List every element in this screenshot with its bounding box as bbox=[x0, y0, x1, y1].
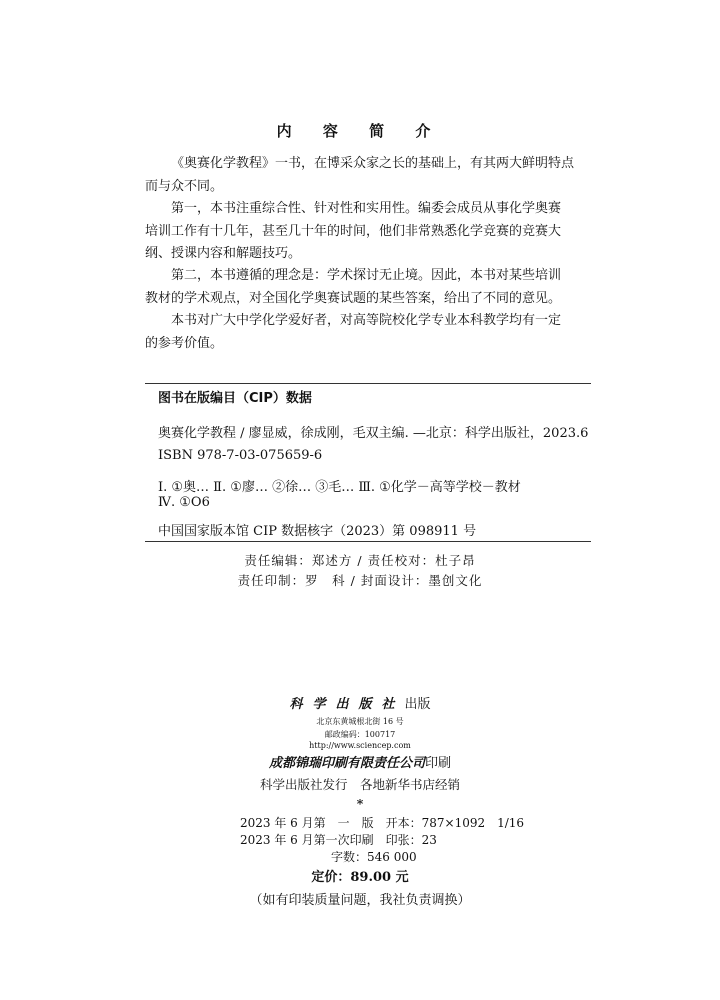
price: 定价：89.00 元 bbox=[311, 870, 409, 885]
publisher-postcode: 邮政编码：100717 bbox=[324, 730, 396, 739]
separator-star: * bbox=[356, 796, 364, 811]
summary-p2-line3: 纲、授课内容和解题技巧。 bbox=[145, 246, 302, 261]
quality-notice: （如有印装质量问题，我社负责调换） bbox=[249, 893, 471, 908]
page-title: 内 容 简 介 bbox=[276, 122, 444, 140]
spec-edition: 2023 年 6 月第 一 版 开本：787×1092 1/16 bbox=[240, 816, 525, 830]
distribution-line: 科学出版社发行 各地新华书店经销 bbox=[259, 777, 460, 792]
credits-production: 责任印制：罗 科 / 封面设计：墨创文化 bbox=[237, 573, 483, 588]
cip-heading: 图书在版编目（CIP）数据 bbox=[158, 391, 312, 406]
cip-core-number: 中国国家版本馆 CIP 数据核字（2023）第 098911 号 bbox=[158, 524, 477, 539]
summary-p2-line2: 培训工作有十几年，甚至几十年的时间，他们非常熟悉化学竞赛的竞赛大 bbox=[145, 223, 562, 239]
summary-p2-line1: 第一，本书注重综合性、针对性和实用性。编委会成员从事化学奥赛 bbox=[171, 201, 562, 216]
cip-bibliographic-line: 奥赛化学教程 / 廖显威，徐成刚，毛双主编. —北京：科学出版社，2023.6 bbox=[158, 426, 589, 441]
credits-editors: 责任编辑：郑述方 / 责任校对：杜子昂 bbox=[244, 553, 476, 568]
cip-classification-line2: Ⅳ. ①O6 bbox=[158, 495, 210, 510]
summary-p3-line2: 教材的学术观点，对全国化学奥赛试题的某些答案，给出了不同的意见。 bbox=[145, 290, 562, 306]
printer-line bbox=[0, 752, 720, 771]
publisher-address: 北京东黄城根北街 16 号 bbox=[316, 717, 404, 726]
cip-bottom-rule bbox=[145, 541, 591, 542]
summary-p3-line1: 第二，本书遵循的理念是：学术探讨无止境。因此，本书对某些培训 bbox=[171, 268, 562, 283]
summary-paragraph-4 bbox=[145, 310, 595, 355]
publisher-line bbox=[0, 693, 720, 712]
publisher-suffix: 出版 bbox=[404, 697, 431, 712]
spec-printing: 2023 年 6 月第一次印刷 印张：23 bbox=[240, 833, 437, 847]
summary-p1-line1: 《奥赛化学教程》一书，在博采众家之长的基础上，有其两大鲜明特点 bbox=[171, 156, 575, 171]
summary-paragraph-1 bbox=[145, 153, 595, 198]
summary-paragraph-3 bbox=[145, 265, 595, 310]
summary-p4-line1: 本书对广大中学化学爱好者，对高等院校化学专业本科教学均有一定 bbox=[171, 313, 562, 328]
summary-p1-line2: 而与众不同。 bbox=[145, 178, 224, 194]
publisher-url: http://www.sciencep.com bbox=[309, 741, 411, 750]
summary-p4-line2: 的参考价值。 bbox=[145, 335, 224, 351]
printer-suffix: 印刷 bbox=[425, 756, 452, 771]
spec-words: 字数：546 000 bbox=[331, 850, 417, 864]
printer-name: 成都锦瑞印刷有限责任公司 bbox=[268, 756, 425, 771]
cip-isbn: ISBN 978-7-03-075659-6 bbox=[158, 448, 323, 463]
publisher-logo: 科学出版社 bbox=[289, 697, 405, 712]
cip-classification-line1: Ⅰ. ①奥… Ⅱ. ①廖… ②徐… ③毛… Ⅲ. ①化学－高等学校－教材 bbox=[158, 480, 521, 495]
summary-paragraph-2 bbox=[145, 198, 595, 266]
cip-top-rule bbox=[145, 383, 591, 384]
